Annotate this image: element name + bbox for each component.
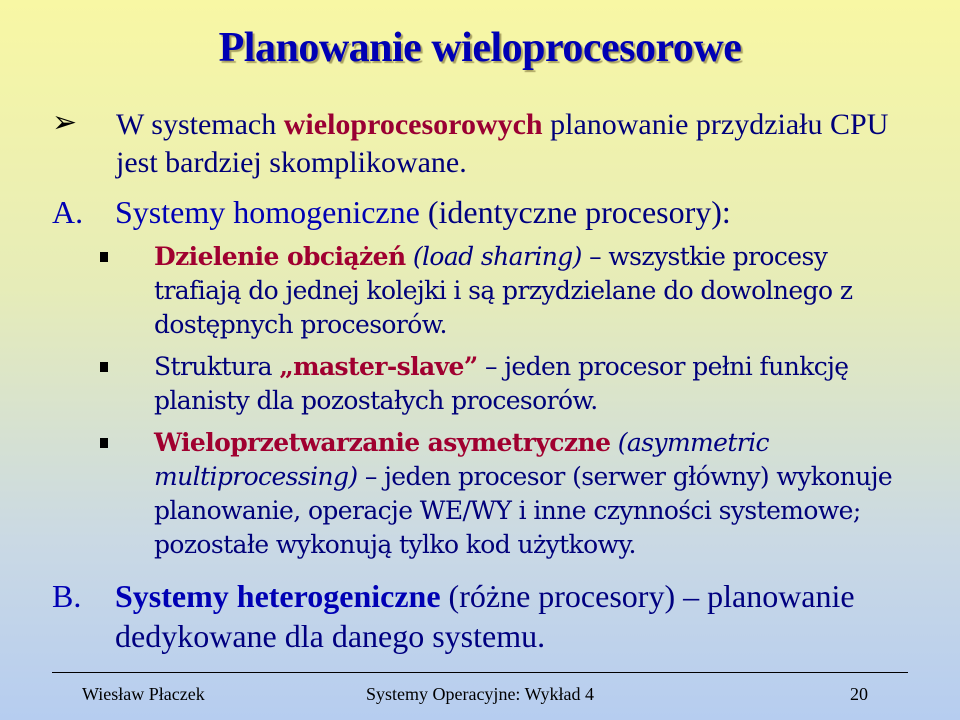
section-b-rest: (różne procesory) – planowanie dedykowane dla danego systemu. [115,578,855,654]
arrow-right-icon: ➢ [52,105,78,140]
section-b-letter: B. [52,578,82,614]
intro-paragraph [52,106,912,182]
section-a-text [115,192,932,232]
bullet-term: Wieloprzetwarzanie asymetryczne [154,428,611,457]
square-bullet-icon [100,252,108,262]
slide-title: Planowanie wieloprocesorowe [218,25,742,71]
bullet-english-term: (asymmetric multiprocessing) [154,428,769,491]
bullet-term: Dzielenie obciążeń [154,242,406,271]
footer-author: Wiesław Płaczek [82,684,205,704]
square-bullet-icon [100,438,108,448]
bullet-list [100,240,920,570]
bullet-term: „master-slave” [279,352,478,381]
section-b [52,576,932,656]
page-number: 20 [850,684,868,704]
intro-pre: W systemach [116,108,284,141]
intro-post: planowanie przydziału CPU jest bardziej skomplikowane. [116,108,889,179]
section-b-heading: Systemy heterogeniczne [115,578,441,614]
intro-text [116,106,912,182]
list-item [100,350,920,418]
intro-highlight: wieloprocesorowych [283,108,543,141]
section-a-heading: Systemy homogeniczne [115,194,420,230]
footer-course: Systemy Operacyjne: Wykład 4 [365,684,595,704]
list-item [100,426,920,562]
bullet-english-term: (load sharing) [405,242,582,271]
bullet-description: – jeden procesor (serwer główny) wykonuje planowanie, operacje WE/WY i inne czynności systemowe; pozostałe wykonują tylko kod użytkowy. [154,462,893,559]
bullet-description: – jeden procesor pełni funkcję planisty dla pozostałych procesorów. [154,352,849,415]
section-a-letter: A. [52,194,84,230]
bullet-description: – wszystkie procesy trafiają do jednej kolejki i są przydzielane do dowolnego z dostępnych procesorów. [154,242,853,339]
bullet-text [154,350,920,418]
bullet-text [154,426,920,562]
section-b-text [115,576,932,656]
bullet-prefix: Struktura [154,352,280,381]
bullet-text [154,240,920,342]
section-a-rest: (identyczne procesory): [419,194,731,230]
section-a [52,192,932,232]
square-bullet-icon [100,362,108,372]
list-item [100,240,920,342]
footer-divider [52,672,908,673]
